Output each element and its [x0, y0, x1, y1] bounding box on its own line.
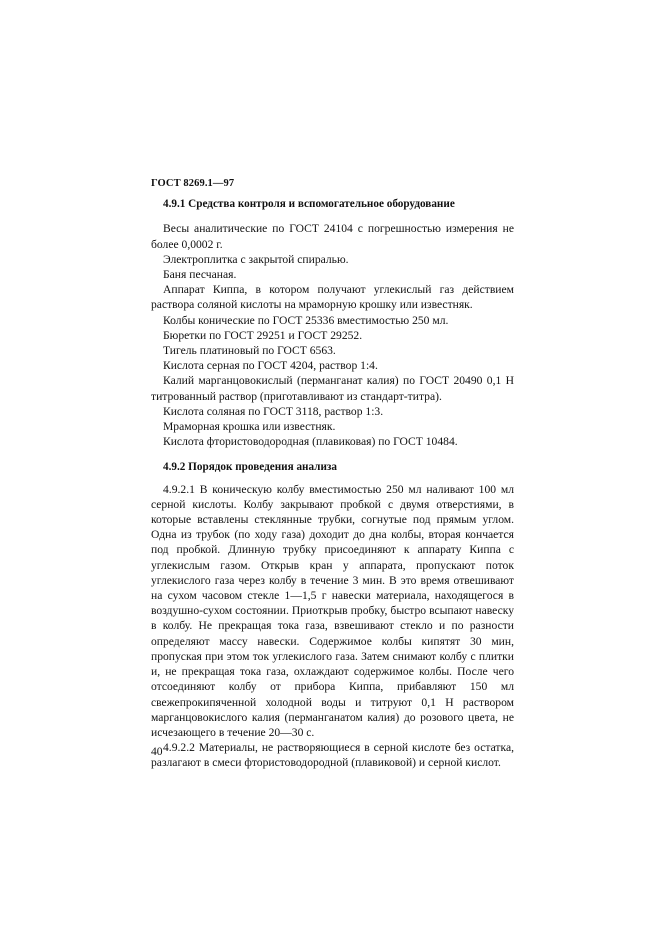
list-item: Кислота фтористоводородная (плавиковая) по ГОСТ 10484. [163, 435, 458, 449]
equipment-list [151, 221, 514, 449]
paragraph-4-9-2-2: 4.9.2.2 Материалы, не растворяющиеся в серной кислоте без остатка, разлагают в смеси фтористоводородной (плавиковой) и серной кислот. [151, 741, 514, 770]
list-item: Кислота серная по ГОСТ 4204, раствор 1:4. [163, 359, 378, 373]
list-item: Аппарат Киппа, в котором получают углекислый газ действием раствора соляной кислоты на мраморную крошку или известняк. [151, 283, 514, 312]
list-item: Электроплитка с закрытой спиралью. [163, 252, 349, 266]
paragraph-4-9-2-1: 4.9.2.1 В коническую колбу вместимостью 250 мл наливают 100 мл серной кислоты. Колбу закрывают пробкой с двумя отверстиями, в которые вставлены стеклянные трубки, согнутые под прямым углом. Одна из трубок (по ходу газа) доходит до дна колбы, вторая кончается под пробкой. Длинную трубку присоединяют к аппарату Киппа с углекислым газом. Открыв кран у аппарата, пропускают поток углекислого газа через колбу в течение 3 мин. В это время отвешивают на сухом часовом стекле 1—1,5 г навески материала, находящегося в воздушно-сухом состоянии. Приоткрыв пробку, быстро всыпают навеску в колбу. Не прекращая тока газа, взвешивают стекло и по разности определяют массу навески. Содержимое колбы кипятят 30 мин, пропуская при этом ток углекислого газа. Затем снимают колбу с плитки и, не прекращая тока газа, охлаждают содержимое колбы. После чего отсоединяют колбу от прибора Киппа, прибавляют 150 мл свежепрокипяченной холодной воды и титруют 0,1 Н раствором марганцовокислого калия (перманганатом калия) до розового цвета, не исчезающего в течение 20—30 с. [151, 482, 514, 739]
list-item: Мраморная крошка или известняк. [163, 420, 336, 434]
list-item: Колбы конические по ГОСТ 25336 вместимостью 250 мл. [163, 313, 449, 327]
list-item: Баня песчаная. [163, 268, 237, 282]
section-title-4-9-2: 4.9.2 Порядок проведения анализа [163, 461, 337, 474]
list-item: Тигель платиновый по ГОСТ 6563. [163, 344, 336, 358]
list-item: Весы аналитические по ГОСТ 24104 с погрешностью измерения не более 0,0002 г. [151, 222, 514, 251]
page-number: 40 [151, 745, 163, 758]
document-header: ГОСТ 8269.1—97 [151, 178, 235, 189]
list-item: Бюретки по ГОСТ 29251 и ГОСТ 29252. [163, 328, 363, 342]
document-page [151, 176, 514, 771]
list-item: Калий марганцовокислый (перманганат калия) по ГОСТ 20490 0,1 Н титрованный раствор (приготавливают из стандарт-титра). [151, 374, 514, 403]
section-title-4-9-1: 4.9.1 Средства контроля и вспомогательное оборудование [163, 198, 455, 211]
list-item: Кислота соляная по ГОСТ 3118, раствор 1:3. [163, 404, 384, 418]
